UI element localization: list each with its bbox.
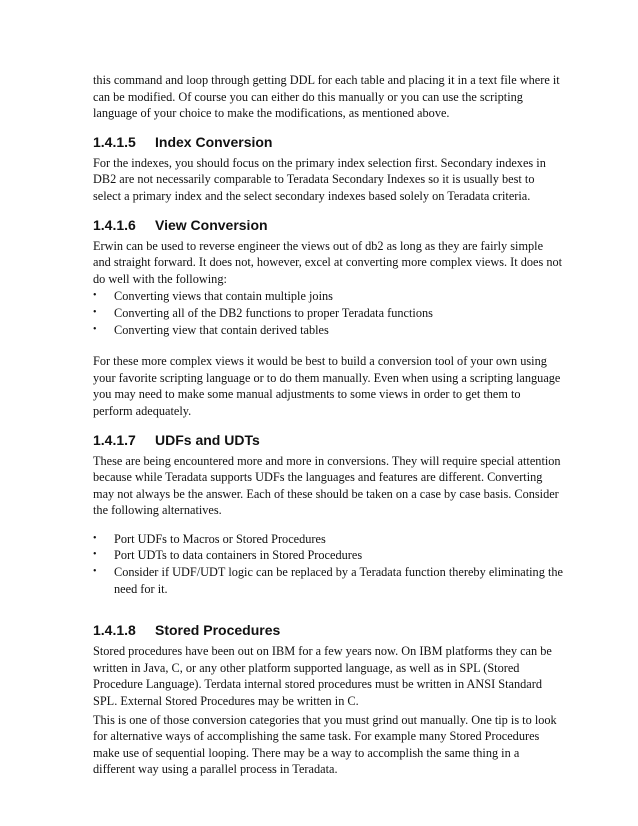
view-conversion-bullet-list bbox=[93, 288, 563, 338]
list-item: • Converting views that contain multiple joins bbox=[93, 289, 333, 304]
bullet-icon: • bbox=[93, 323, 97, 335]
bullet-icon: • bbox=[93, 566, 97, 578]
section-number: 1.4.1.7 bbox=[93, 431, 136, 448]
list-item: • Consider if UDF/UDT logic can be replaced by a Teradata function thereby eliminating the need for it. bbox=[93, 565, 563, 596]
section-number: 1.4.1.8 bbox=[93, 622, 136, 639]
stored-procedures-paragraph-2: This is one of those conversion categories that you must grind out manually. One tip is to look for alternative ways of accomplishing the same task. For example many Stored Procedures make use of sequential looping. There may be a way to accomplish the same thing in a different way using a parallel process in Teradata. bbox=[93, 712, 557, 777]
bullet-icon: • bbox=[93, 290, 97, 302]
list-item: • Port UDFs to Macros or Stored Procedures bbox=[93, 531, 326, 546]
section-heading-udfs-udts bbox=[93, 431, 563, 449]
index-conversion-paragraph: For the indexes, you should focus on the primary index selection first. Secondary indexes in DB2 are not necessarily comparable to Teradata Secondary Indexes so it is usually best to select a primary index and the select secondary indexes based solely on Teradata criteria. bbox=[93, 155, 546, 203]
section-title: Index Conversion bbox=[155, 133, 273, 150]
section-title: View Conversion bbox=[155, 216, 268, 233]
stored-procedures-paragraph: Stored procedures have been out on IBM for a few years now. On IBM platforms they can be written in Java, C, or any other platform supported language, as well as in SPL (Stored Procedure Language). Terdata internal stored procedures must be written in ANSI Standard SPL. External Stored Procedures may be written in C. bbox=[93, 644, 552, 709]
view-conversion-paragraph-2: For these more complex views it would be best to build a conversion tool of your own using your favorite scripting language or to do them manually. Even when using a scripting language you may need to make some manual adjustments to some views in order to get them to perform adequately. bbox=[93, 354, 561, 418]
bullet-icon: • bbox=[93, 306, 97, 318]
section-number: 1.4.1.6 bbox=[93, 216, 136, 233]
udfs-udts-paragraph: These are being encountered more and more in conversions. They will require special attention because while Teradata supports UDFs the languages and features are different. Converting may not always be the answer. Each of these should be taken on a case by case basis. Consider the following alternatives. bbox=[93, 453, 561, 518]
section-title: UDFs and UDTs bbox=[155, 431, 260, 448]
section-heading-stored-procedures bbox=[93, 621, 563, 639]
list-item: • Converting all of the DB2 functions to proper Teradata functions bbox=[93, 305, 433, 320]
bullet-icon: • bbox=[93, 532, 97, 544]
view-conversion-paragraph: Erwin can be used to reverse engineer the views out of db2 as long as they are fairly simple and straight forward. It does not, however, excel at converting more complex views. It does not do well with the following: bbox=[93, 238, 563, 286]
udfs-udts-bullet-list bbox=[93, 531, 563, 597]
section-heading-index-conversion bbox=[93, 133, 563, 151]
section-number: 1.4.1.5 bbox=[93, 133, 136, 150]
list-item: • Converting view that contain derived tables bbox=[93, 322, 329, 337]
section-title: Stored Procedures bbox=[155, 622, 281, 639]
intro-paragraph: this command and loop through getting DDL for each table and placing it in a text file where it can be modified. Of course you can either do this manually or you can use the scripting language of your choice to make the modifications, as mentioned above. bbox=[93, 73, 560, 121]
list-item: • Port UDTs to data containers in Stored Procedures bbox=[93, 548, 363, 563]
section-heading-view-conversion bbox=[93, 216, 563, 234]
bullet-icon: • bbox=[93, 549, 97, 561]
document-page bbox=[93, 72, 563, 778]
